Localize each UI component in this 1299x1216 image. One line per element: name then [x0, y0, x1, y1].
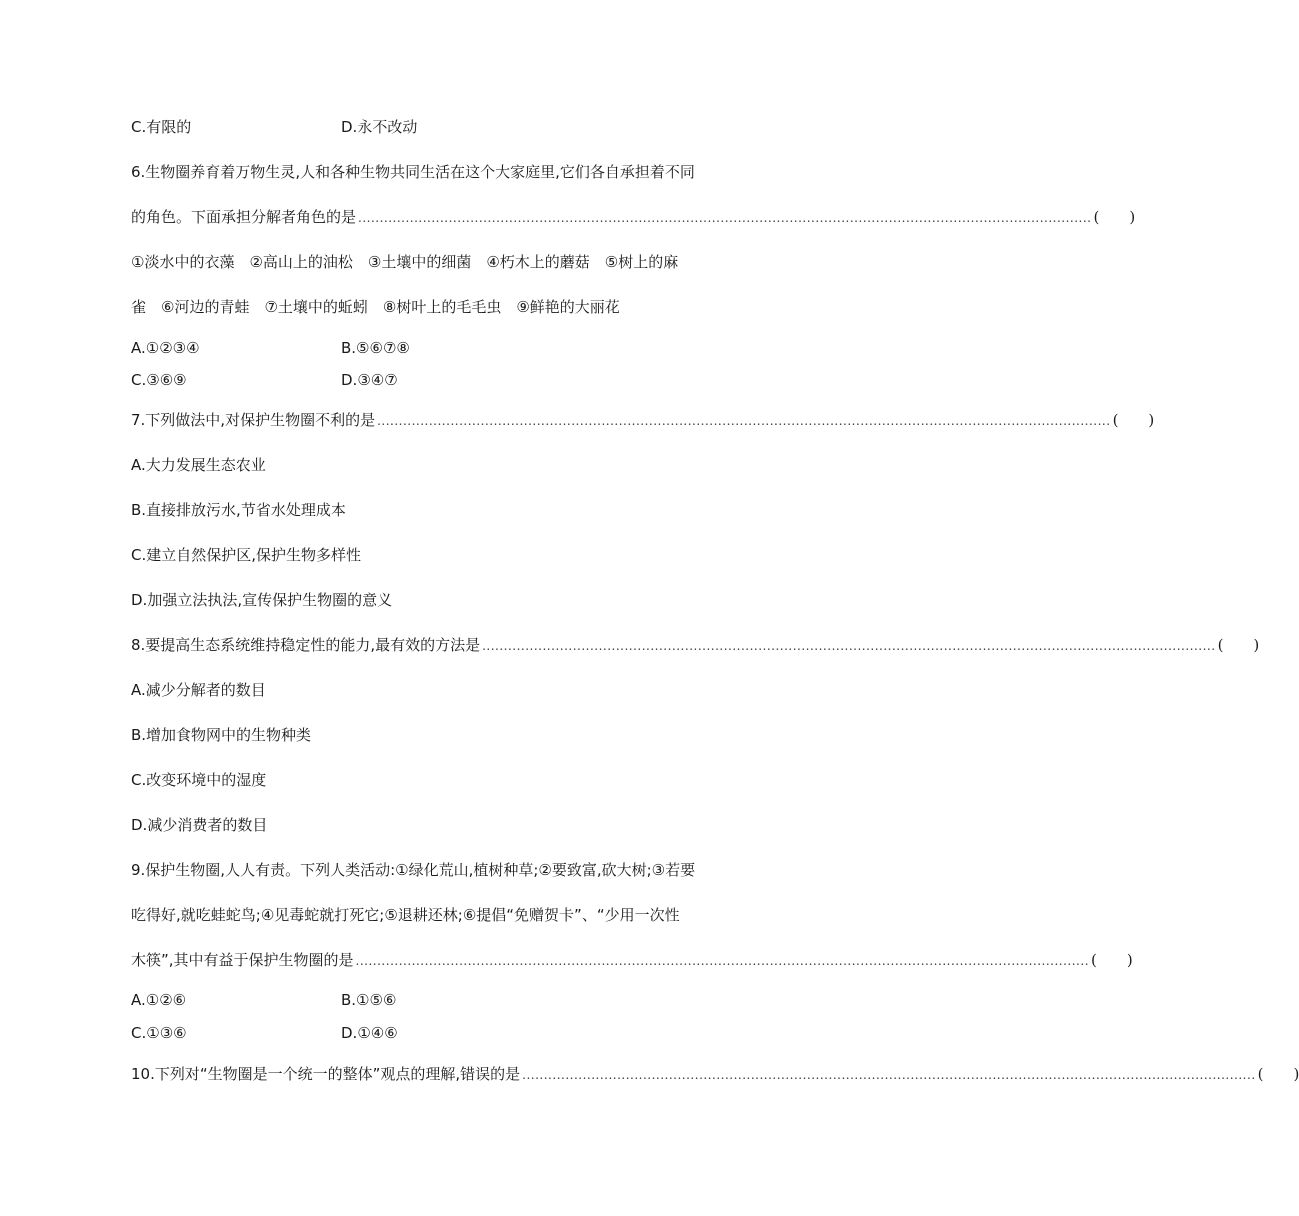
q5-option-c: C.有限的 — [131, 118, 192, 136]
q8-option-a: A.减少分解者的数目 — [131, 681, 266, 699]
q9-stem-text: 木筷”,其中有益于保护生物圈的是 — [131, 951, 354, 969]
q7-stem — [131, 410, 1155, 430]
leader-dots: .......................................................................................................................................................................... — [377, 414, 1111, 428]
q6-items-line1: ①淡水中的衣藻 ②高山上的油松 ③土壤中的细菌 ④朽木上的蘑菇 ⑤树上的麻 — [131, 253, 679, 271]
q6-option-b: B.⑤⑥⑦⑧ — [341, 339, 410, 357]
answer-blank: ( ) — [1091, 951, 1133, 969]
q7-stem-text: 7.下列做法中,对保护生物圈不利的是 — [131, 411, 376, 429]
q8-stem — [131, 635, 1260, 655]
q9-option-d: D.①④⑥ — [341, 1024, 398, 1042]
q8-stem-text: 8.要提高生态系统维持稳定性的能力,最有效的方法是 — [131, 636, 481, 654]
q8-option-d: D.减少消费者的数目 — [131, 816, 268, 834]
q6-stem-text: 的角色。下面承担分解者角色的是 — [131, 208, 357, 226]
q6-option-c: C.③⑥⑨ — [131, 371, 187, 389]
q6-items-line2: 雀 ⑥河边的青蛙 ⑦土壤中的蚯蚓 ⑧树叶上的毛毛虫 ⑨鲜艳的大丽花 — [131, 298, 620, 316]
q10-stem-text: 10.下列对“生物圈是一个统一的整体”观点的理解,错误的是 — [131, 1065, 521, 1083]
leader-dots: .......................................................................................................................................................................... — [522, 1068, 1256, 1082]
q9-option-c: C.①③⑥ — [131, 1024, 187, 1042]
q8-option-b: B.增加食物网中的生物种类 — [131, 726, 312, 744]
q7-option-b: B.直接排放污水,节省水处理成本 — [131, 501, 346, 519]
q8-option-c: C.改变环境中的湿度 — [131, 771, 267, 789]
q6-stem-line2 — [131, 207, 1136, 227]
answer-blank: ( ) — [1112, 411, 1155, 429]
q7-option-c: C.建立自然保护区,保护生物多样性 — [131, 546, 362, 564]
q7-option-d: D.加强立法执法,宣传保护生物圈的意义 — [131, 591, 393, 609]
leader-dots: .......................................................................................................................................................................... — [358, 211, 1092, 225]
q6-option-d: D.③④⑦ — [341, 371, 398, 389]
q6-option-a: A.①②③④ — [131, 339, 200, 357]
q5-option-d: D.永不改动 — [341, 118, 418, 136]
q9-stem-line2: 吃得好,就吃蛙蛇鸟;④见毒蛇就打死它;⑤退耕还林;⑥提倡“免赠贺卡”、“少用一次性 — [131, 906, 680, 924]
answer-blank: ( ) — [1093, 208, 1136, 226]
q9-option-b: B.①⑤⑥ — [341, 991, 397, 1009]
leader-dots: .......................................................................................................................................................................... — [355, 954, 1090, 968]
answer-blank: ( ) — [1257, 1065, 1299, 1083]
leader-dots: .......................................................................................................................................................................... — [482, 639, 1216, 653]
q6-stem-line1: 6.生物圈养育着万物生灵,人和各种生物共同生活在这个大家庭里,它们各自承担着不同 — [131, 163, 695, 181]
q9-stem-line3 — [131, 950, 1133, 970]
q9-stem-line1: 9.保护生物圈,人人有责。下列人类活动:①绿化荒山,植树种草;②要致富,砍大树;③若要 — [131, 861, 696, 879]
answer-blank: ( ) — [1217, 636, 1260, 654]
q9-option-a: A.①②⑥ — [131, 991, 187, 1009]
q7-option-a: A.大力发展生态农业 — [131, 456, 266, 474]
q10-stem — [131, 1064, 1299, 1084]
